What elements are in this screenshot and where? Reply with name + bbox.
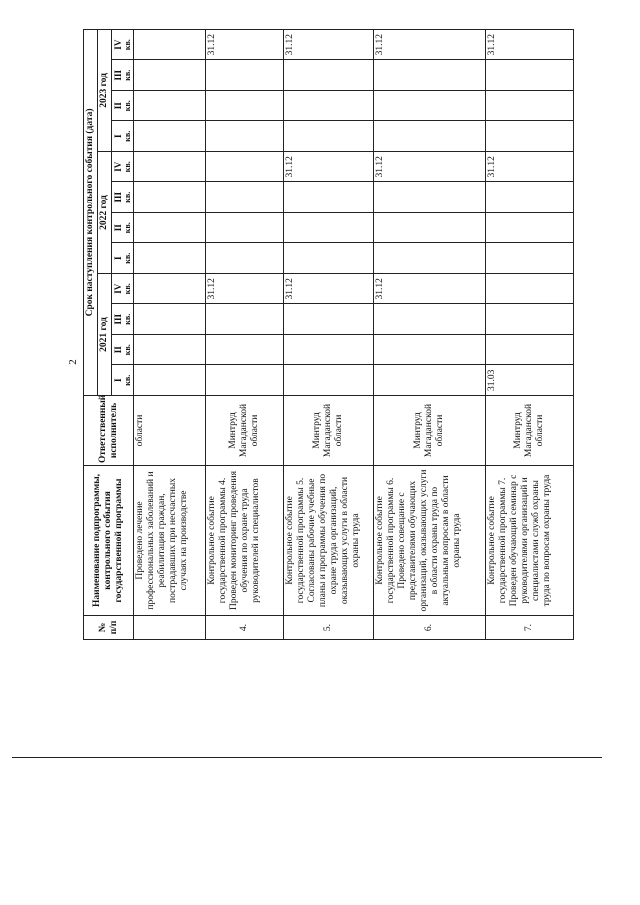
row-quarter-date [206, 213, 284, 244]
row-quarter-date [374, 213, 486, 244]
page-number: 2 [66, 359, 79, 365]
quarter-header: I кв. [111, 121, 134, 152]
row-event-name: Проведено лечение профессиональных заболеваний и реабилитация граждан, пострадавших при несчастных случаях на производстве [134, 466, 206, 616]
row-event-name: Контрольное событие государственной программы 5. Согласованы рабочие учебные планы и программы обучения по охране труда организаций, оказывающих услуги в области охраны труда [284, 466, 374, 616]
row-number: 6. [374, 616, 486, 640]
row-quarter-date: 31.12 [284, 152, 374, 183]
header-number: № п/п [84, 616, 134, 640]
quarter-header: II кв. [111, 213, 134, 244]
row-quarter-date [486, 243, 574, 274]
header-term: Срок наступления контрольного события (дата) [84, 29, 98, 395]
row-quarter-date [206, 91, 284, 122]
quarter-header: II кв. [111, 91, 134, 122]
row-quarter-date: 31.12 [206, 274, 284, 305]
row-quarter-date [486, 91, 574, 122]
quarter-header: IV кв. [111, 274, 134, 305]
row-quarter-date: 31.12 [374, 29, 486, 60]
quarter-header: I кв. [111, 243, 134, 274]
row-quarter-date [284, 182, 374, 213]
row-quarter-date: 31.12 [486, 29, 574, 60]
row-quarter-date [486, 213, 574, 244]
row-quarter-date [284, 213, 374, 244]
row-quarter-date [374, 335, 486, 366]
control-events-table [83, 29, 574, 640]
row-number [134, 616, 206, 640]
row-quarter-date [486, 182, 574, 213]
quarter-header: III кв. [111, 60, 134, 91]
quarter-header: III кв. [111, 182, 134, 213]
row-quarter-date: 31.12 [284, 274, 374, 305]
row-quarter-date [284, 121, 374, 152]
table-row [134, 29, 206, 639]
row-number: 5. [284, 616, 374, 640]
header-year-2023: 2023 год [97, 29, 111, 151]
row-quarter-date [134, 91, 206, 122]
row-quarter-date [206, 365, 284, 396]
row-quarter-date [134, 182, 206, 213]
row-quarter-date: 31.12 [284, 29, 374, 60]
row-quarter-date [374, 182, 486, 213]
row-quarter-date: 31.12 [374, 274, 486, 305]
row-quarter-date [284, 335, 374, 366]
row-quarter-date [134, 60, 206, 91]
row-event-name: Контрольное событие государственной программы 4. Проведен мониторинг проведения обучения по охране труда руководителей и специалистов [206, 466, 284, 616]
header-year-2022: 2022 год [97, 152, 111, 274]
row-quarter-date [134, 304, 206, 335]
row-quarter-date [486, 335, 574, 366]
row-quarter-date [206, 243, 284, 274]
row-quarter-date [284, 91, 374, 122]
row-quarter-date [374, 304, 486, 335]
row-quarter-date [134, 274, 206, 305]
row-executor: Минтруд Магаданской области [374, 396, 486, 466]
quarter-header: III кв. [111, 304, 134, 335]
row-quarter-date [486, 121, 574, 152]
table-row [486, 29, 574, 639]
rotated-table-wrapper [83, 30, 552, 640]
row-quarter-date [284, 243, 374, 274]
row-quarter-date [374, 60, 486, 91]
row-quarter-date [206, 121, 284, 152]
table-body [134, 29, 574, 639]
quarter-header: IV кв. [111, 29, 134, 60]
row-quarter-date [134, 243, 206, 274]
row-quarter-date [134, 213, 206, 244]
row-quarter-date [486, 274, 574, 305]
row-quarter-date [284, 60, 374, 91]
row-quarter-date [206, 152, 284, 183]
row-quarter-date [374, 365, 486, 396]
row-executor: Минтруд Магаданской области [284, 396, 374, 466]
quarter-header: IV кв. [111, 152, 134, 183]
row-quarter-date [206, 304, 284, 335]
row-quarter-date: 31.03 [486, 365, 574, 396]
row-executor: Минтруд Магаданской области [486, 396, 574, 466]
row-quarter-date [206, 60, 284, 91]
table-row [284, 29, 374, 639]
row-quarter-date [486, 304, 574, 335]
table-row [374, 29, 486, 639]
table-row [206, 29, 284, 639]
bottom-rule [12, 757, 602, 758]
header-executor: Ответственный исполнитель [84, 396, 134, 466]
quarter-header: I кв. [111, 365, 134, 396]
quarter-header: II кв. [111, 335, 134, 366]
row-quarter-date [374, 243, 486, 274]
row-quarter-date [206, 182, 284, 213]
row-quarter-date [134, 365, 206, 396]
row-quarter-date [134, 121, 206, 152]
row-quarter-date [206, 335, 284, 366]
row-quarter-date: 31.12 [486, 152, 574, 183]
row-quarter-date [134, 152, 206, 183]
header-name: Наименование подпрограммы, контрольного события государственной программы [84, 466, 134, 616]
row-quarter-date [134, 335, 206, 366]
row-quarter-date [134, 29, 206, 60]
row-number: 4. [206, 616, 284, 640]
header-year-2021: 2021 год [97, 274, 111, 396]
row-quarter-date: 31.12 [374, 152, 486, 183]
row-quarter-date [284, 304, 374, 335]
row-event-name: Контрольное событие государственной программы 6. Проведено совещание с представителями обучающих организаций, оказывающих услуги в области охраны труда по актуальным вопросам в области охраны труда [374, 466, 486, 616]
row-quarter-date [374, 121, 486, 152]
row-quarter-date [374, 91, 486, 122]
row-executor: Минтруд Магаданской области [206, 396, 284, 466]
row-event-name: Контрольное событие государственной программы 7. Проведен обучающий семинар с руководителями организаций и специалистами служб охраны труда по вопросам охраны труда [486, 466, 574, 616]
row-executor: области [134, 396, 206, 466]
row-quarter-date: 31.12 [206, 29, 284, 60]
row-quarter-date [486, 60, 574, 91]
row-number: 7. [486, 616, 574, 640]
row-quarter-date [284, 365, 374, 396]
